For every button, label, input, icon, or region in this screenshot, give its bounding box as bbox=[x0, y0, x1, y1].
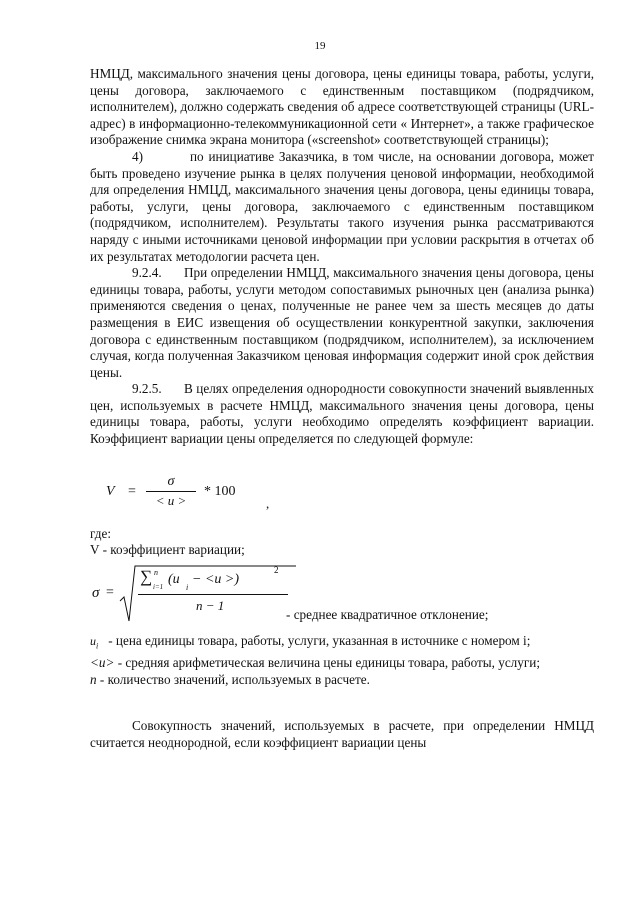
fraction-bar bbox=[138, 594, 288, 595]
body-text bbox=[90, 66, 594, 751]
sum-upper-limit: n bbox=[154, 567, 158, 577]
paragraph-9-2-5 bbox=[90, 381, 594, 447]
formula-v-multiplier: * 100 bbox=[204, 483, 236, 499]
formula-v-denominator: < u > bbox=[155, 492, 187, 508]
std-deviation-formula bbox=[90, 563, 594, 625]
paragraph-url-requirement: НМЦД, максимального значения цены договора, цены единицы товара, работы, услуги, цены договора, заключаемого с единственным поставщиком (подрядчиком, исполнителем), должно содержать сведения об адресе соответствующей страницы (URL-адрес) в информационно-телекоммуникационной сети « Интернет», а также графическое изображение снимка экрана монитора («screenshot» соответствующей страницы); bbox=[90, 66, 594, 148]
sigma-definition: - среднее квадратичное отклонение; bbox=[286, 606, 489, 622]
n-definition bbox=[90, 672, 594, 689]
fraction-bar bbox=[146, 491, 196, 492]
list-item-4-number: 4) bbox=[132, 148, 143, 164]
formula-v-numerator: σ bbox=[167, 473, 175, 489]
page-number: 19 bbox=[314, 40, 326, 52]
sum-lower-limit: i=1 bbox=[153, 582, 164, 591]
mean-definition-text: - средняя арифметическая величина цены единицы товара, работы, услуги; bbox=[117, 655, 540, 671]
paragraph-9-2-4 bbox=[90, 265, 594, 381]
v-definition: V - коэффициент вариации; bbox=[90, 542, 245, 558]
ui-symbol: u bbox=[90, 633, 96, 648]
where-label: где: bbox=[90, 525, 111, 541]
sum-term-power: 2 bbox=[274, 564, 279, 575]
mean-definition bbox=[90, 655, 594, 672]
sum-term-rest: − <u >) bbox=[192, 571, 240, 587]
formula-v-fraction bbox=[146, 474, 196, 509]
paragraph-9-2-5-text: В целях определения однородности совокупности значений выявленных цен, используемых в расчете НМЦД, максимального значения цены договора, цены единицы товара, работы, услуги необходимо определять коэффициент вариации. Коэффициент вариации цены определяется по следующей формуле: bbox=[90, 381, 594, 447]
ui-subscript: i bbox=[96, 641, 99, 651]
paragraph-heterogeneity: Совокупность значений, используемых в расчете, при определении НМЦД считается неоднородной, если коэффициент вариации цены bbox=[90, 718, 594, 750]
sum-term-subscript: i bbox=[186, 582, 189, 592]
variation-formula bbox=[106, 474, 594, 512]
section-number-9-2-5: 9.2.5. bbox=[132, 381, 162, 397]
list-item-4-text: по инициативе Заказчика, в том числе, на основании договора, может быть проведено изучение рынка в целях получения ценовой информации, необходимой для определения НМЦД, максимального значения цены договора, цены единицы товара, работы, услуги, цены договора, заключаемого с единственным поставщиком (подрядчиком, исполнителем). Результаты такого изучения рынка рассматриваются наряду с иными источниками ценовой информации при условии раскрытия в отчетах об их результатах методологии расчета цен. bbox=[90, 148, 594, 264]
paragraph-9-2-4-text: При определении НМЦД, максимального значения цены договора, цены единицы товара, работы, услуги методом сопоставимых рыночных цен (анализа рынка) применяются сведения о ценах, полученные не ранее чем за шесть месяцев до даты размещения в ЕИС извещения об осуществлении конкурентной закупки, заключения договора с единственным поставщиком (подрядчиком, исполнителем), за исключением случая, когда полученная Заказчиком ценовая информация содержит иной срок действия цены. bbox=[90, 265, 594, 380]
formula-sigma-numerator bbox=[140, 564, 290, 592]
formula-sigma-equals: = bbox=[106, 584, 114, 600]
formula-v-comma: , bbox=[266, 495, 270, 511]
sum-term: (u bbox=[168, 571, 180, 587]
sum-symbol: ∑ bbox=[140, 566, 153, 586]
n-definition-text: - количество значений, используемых в расчете. bbox=[99, 671, 370, 687]
n-symbol: n bbox=[90, 671, 97, 687]
list-item-4 bbox=[90, 149, 594, 265]
formula-sigma-lhs: σ bbox=[92, 584, 100, 601]
ui-definition-text: - цена единицы товара, работы, услуги, указанная в источнике с номером i; bbox=[108, 632, 531, 648]
ui-definition bbox=[90, 633, 594, 655]
formula-sigma-denominator: n − 1 bbox=[196, 597, 225, 613]
section-number-9-2-4: 9.2.4. bbox=[132, 265, 162, 281]
mean-symbol: <u> bbox=[90, 655, 115, 671]
formula-v-lhs: V bbox=[106, 483, 115, 499]
formula-v-equals: = bbox=[128, 483, 136, 499]
